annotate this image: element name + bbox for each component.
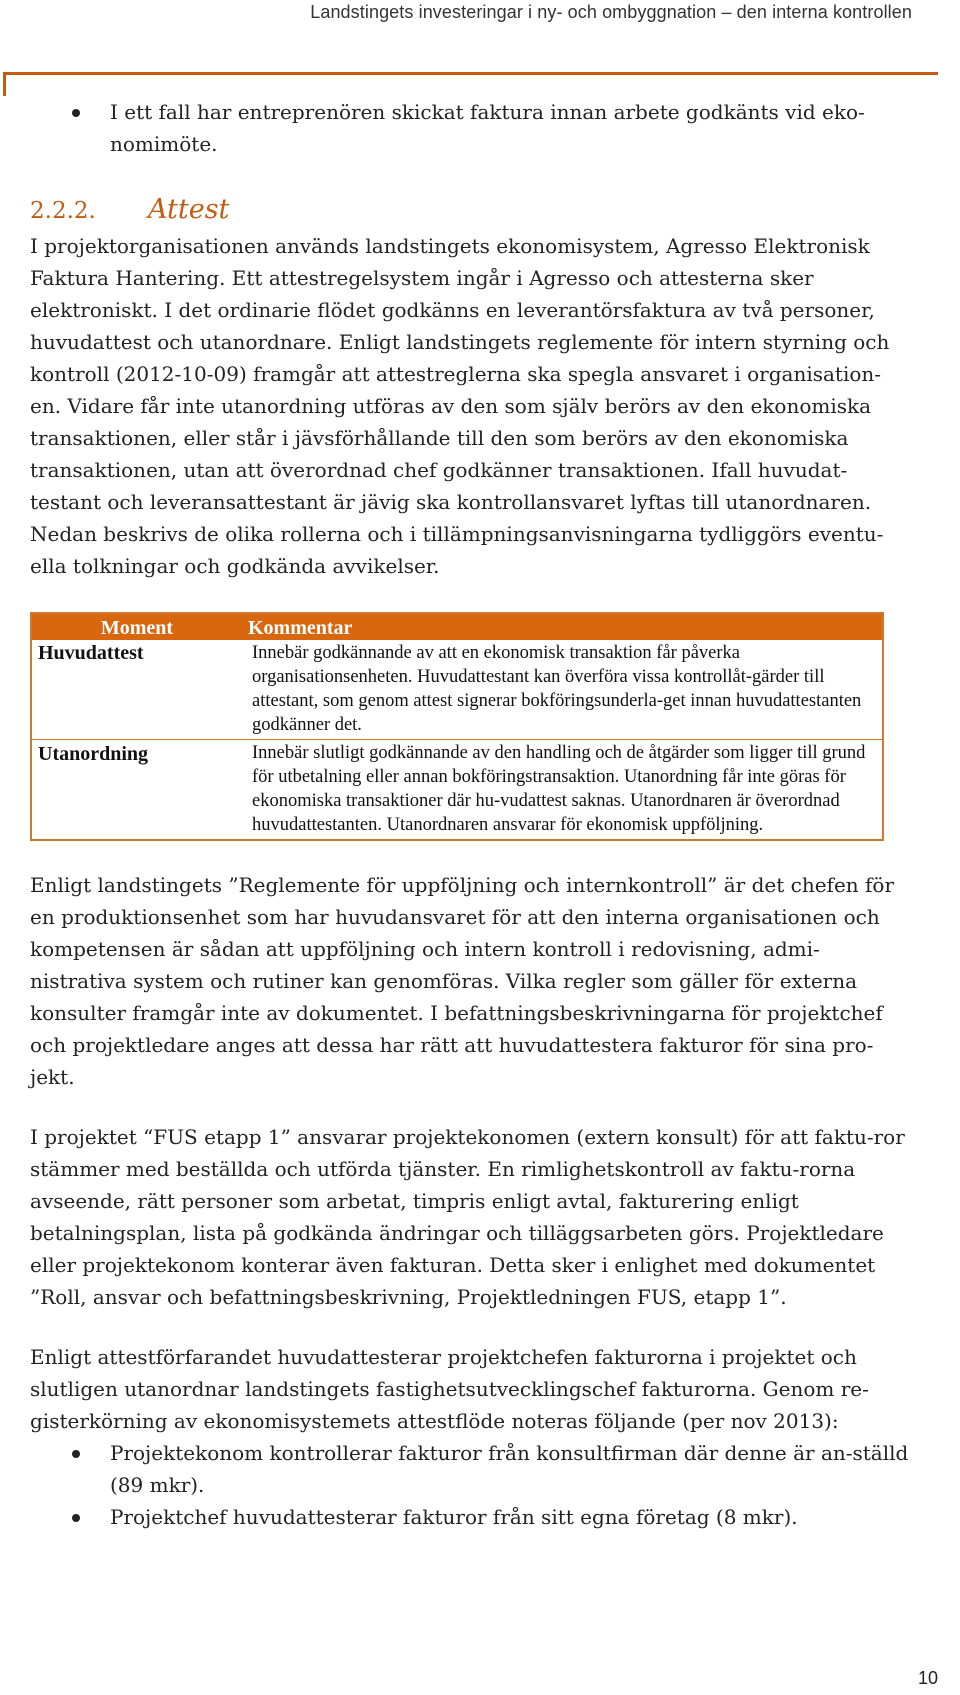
table-row	[31, 640, 883, 740]
comment-cell: Innebär slutligt godkännande av den handling och de åtgärder som ligger till grund för utbetalning eller annan bokföringstransaktion. Utanordning får inte göras för ekonomiska transaktioner där hu-vudattest saknas. Utanordnaren är överordnad huvudattestanten. Utanordnaren ansvarar för ekonomisk uppföljning.	[242, 740, 883, 841]
header-corner-tick	[3, 72, 6, 96]
page-number: 10	[917, 1668, 938, 1688]
section-heading	[30, 190, 910, 230]
table-header-row	[31, 613, 883, 640]
paragraph-attestforfarande: Enligt attestförfarandet huvudattesterar projektchefen fakturorna i projektet och slutligen utanordnar landstingets fastighetsutvecklingschef fakturorna. Genom re-gisterkörning av ekonomisystemets attestflöde noteras följande (per nov 2013):	[30, 1345, 869, 1433]
list-item: Projektchef huvudattesterar fakturor från sitt egna företag (8 mkr).	[30, 1501, 910, 1533]
paragraph-fus-etapp: I projektet “FUS etapp 1” ansvarar projektekonomen (extern konsult) för att faktu-ror stämmer med beställda och utförda tjänster. En rimlighetskontroll av faktu-rorna avseende, rätt personer som arbetat, timpris enligt avtal, fakturering enligt betalningsplan, lista på godkända ändringar och tilläggsarbeten görs. Projektledare eller projektekonom konterar även fakturan. Detta sker i enlighet med dokumentet ”Roll, ansvar och befattningsbeskrivning, Projektledningen FUS, etapp 1”.	[30, 1125, 905, 1309]
findings-bullet-list	[30, 1437, 910, 1533]
paragraph-reglemente: Enligt landstingets ”Reglemente för uppföljning och internkontroll” är det chefen för en produktionsenhet som har huvudansvaret för att den interna organisationen och kompetensen är sådan att uppföljning och intern kontroll i redovisning, admi-nistrativa system och rutiner kan genomföras. Vilka regler som gäller för externa konsulter framgår inte av dokumentet. I befattningsbeskrivningarna för projektchef och projektledare anges att dessa har rätt att huvudattestera fakturor för sina pro-jekt.	[30, 873, 895, 1089]
comment-cell: Innebär godkännande av att en ekonomisk transaktion får påverka organisationsenheten. Huvudattestant kan överföra vissa kontrollåt-gärder till attestant, som genom attest signerar bokföringsunderla-get innan huvudattestanten godkänner det.	[252, 643, 862, 735]
section-number: 2.2.2.	[30, 198, 96, 224]
table-row	[31, 740, 883, 841]
intro-bullet-list	[30, 96, 910, 160]
moment-cell: Utanordning	[31, 740, 242, 841]
roles-table	[30, 612, 884, 841]
running-header: Landstingets investeringar i ny- och ombyggnation – den interna kontrollen	[310, 2, 912, 22]
column-header-kommentar: Kommentar	[242, 613, 883, 640]
paragraph-attest-intro: I projektorganisationen används landstingets ekonomisystem, Agresso Elektronisk Faktura Hantering. Ett attestregelsystem ingår i Agresso och attesterna sker elektroniskt. I det ordinarie flödet godkänns en leverantörsfaktura av två personer, huvudattest och utanordnare. Enligt landstingets reglemente för intern styrning och kontroll (2012-10-09) framgår att attestreglerna ska spegla ansvaret i organisation-en. Vidare får inte utanordning utföras av den som själv berörs av den ekonomiska transaktionen, eller står i jävsförhållande till den som berörs av den ekonomiska transaktionen, utan att överordnad chef godkänner transaktionen. Ifall huvudat-testant och leveransattestant är jävig ska kontrollansvaret lyftas till utanordnaren. Nedan beskrivs de olika rollerna och i tillämpningsanvisningarna tydliggörs eventu-ella tolkningar och godkända avvikelser.	[30, 234, 890, 578]
section-title: Attest	[148, 194, 230, 225]
list-item: Projektekonom kontrollerar fakturor från konsultfirman där denne är an-ställd (89 mkr).	[30, 1437, 910, 1501]
header-rule	[3, 72, 938, 75]
moment-cell: Huvudattest	[38, 642, 144, 664]
list-item: I ett fall har entreprenören skickat faktura innan arbete godkänts vid eko-nomimöte.	[30, 96, 910, 160]
page-content	[30, 96, 910, 1533]
column-header-moment: Moment	[31, 613, 242, 640]
